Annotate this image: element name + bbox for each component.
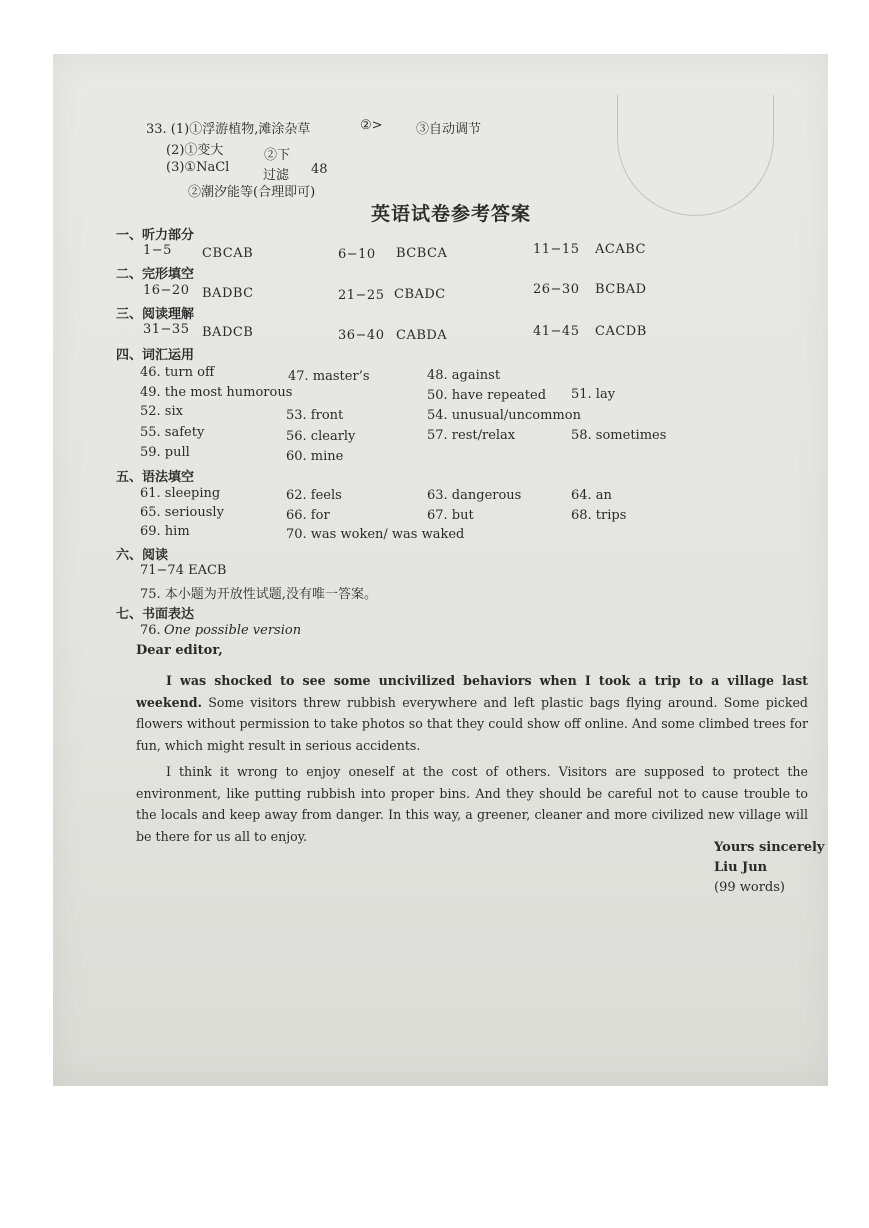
grammar-q68: 68. trips — [571, 508, 627, 523]
vocab-q55: 55. safety — [140, 425, 205, 440]
q33-line1-c: ③自动调节 — [416, 122, 482, 137]
vocab-q53: 53. front — [286, 408, 344, 423]
vocab-q60: 60. mine — [286, 449, 344, 464]
vocab-q48: 48. against — [427, 368, 501, 383]
section-listening-heading: 一、听力部分 — [116, 228, 195, 243]
vocab-q57: 57. rest/relax — [427, 428, 516, 443]
grammar-q63: 63. dangerous — [427, 488, 522, 503]
listening-answer-3: ACABC — [595, 242, 646, 257]
letter-word-count: (99 words) — [714, 880, 785, 895]
cloze-range-2: 21−25 — [338, 288, 385, 303]
reading-range-2: 36−40 — [338, 328, 385, 343]
reading2-q75: 75. 本小题为开放性试题,没有唯一答案。 — [140, 587, 377, 602]
vocab-q46: 46. turn off — [140, 365, 215, 380]
writing-version: One possible version — [164, 623, 302, 638]
grammar-q61: 61. sleeping — [140, 486, 221, 501]
letter-paragraph-1 — [136, 670, 808, 756]
vocab-q50: 50. have repeated — [427, 388, 547, 403]
listening-answer-2: BCBCA — [396, 246, 448, 261]
letter-paragraph-1-body: Some visitors threw rubbish everywhere and left plastic bags flying around. Some picked flowers without permission to take photos so that they could show off online. And some climbed trees for fun, which might result in serious accidents. — [136, 694, 808, 753]
cloze-range-3: 26−30 — [533, 282, 580, 297]
vocab-q51: 51. lay — [571, 387, 616, 402]
grammar-q64: 64. an — [571, 488, 612, 503]
grammar-q65: 65. seriously — [140, 505, 224, 520]
q33-line3: (3)①NaCl — [166, 160, 230, 175]
grammar-q70: 70. was woken/ was waked — [286, 527, 465, 542]
listening-range-3: 11−15 — [533, 242, 580, 257]
q33-line3-b: 过滤 — [263, 168, 290, 183]
listening-range-1: 1−5 — [143, 243, 172, 258]
grammar-q62: 62. feels — [286, 488, 342, 503]
reading-answer-2: CABDA — [396, 328, 448, 343]
grammar-q66: 66. for — [286, 508, 330, 523]
letter-salutation: Dear editor, — [136, 643, 223, 658]
reading-answer-3: CACDB — [595, 324, 647, 339]
q33-line1: 33. (1)①浮游植物,滩涂杂草 — [146, 122, 311, 137]
q33-line4: ②潮汐能等(合理即可) — [188, 185, 316, 200]
reading-answer-1: BADCB — [202, 325, 254, 340]
q33-line3-c: 48 — [311, 162, 328, 177]
section-reading-heading: 三、阅读理解 — [116, 307, 195, 322]
grammar-q69: 69. him — [140, 524, 190, 539]
section-grammar-heading: 五、语法填空 — [116, 470, 195, 485]
letter-paragraph-2: I think it wrong to enjoy oneself at the cost of others. Visitors are supposed to protect the environment, like putting rubbish into proper bins. And they should be careful not to cause trouble to the locals and keep away from danger. In this way, a greener, cleaner and more civilized new village will be there for us all to enjoy. — [136, 764, 808, 844]
cloze-answer-1: BADBC — [202, 286, 254, 301]
letter-signature: Liu Jun — [714, 860, 768, 875]
vocab-q49: 49. the most humorous — [140, 385, 293, 400]
section-vocab-heading: 四、词汇运用 — [116, 348, 195, 363]
vocab-q58: 58. sometimes — [571, 428, 667, 443]
grammar-q67: 67. but — [427, 508, 474, 523]
reading2-q71-74: 71−74 EACB — [140, 563, 227, 578]
cloze-answer-2: CBADC — [394, 287, 446, 302]
vocab-q54: 54. unusual/uncommon — [427, 408, 581, 423]
writing-q76: 76. — [140, 623, 161, 638]
reading-range-1: 31−35 — [143, 322, 190, 337]
letter-closing: Yours sincerely — [714, 840, 825, 855]
q33-line1-b: ②> — [360, 118, 383, 133]
section-writing-heading: 七、书面表达 — [116, 607, 195, 622]
section-reading2-heading: 六、阅读 — [116, 548, 169, 563]
section-cloze-heading: 二、完形填空 — [116, 267, 195, 282]
page-title: 英语试卷参考答案 — [371, 203, 532, 225]
reading-range-3: 41−45 — [533, 324, 580, 339]
letter-paragraph-1-lead: I was shocked to see some uncivilized behaviors when I took a trip to a village last weekend. — [136, 673, 808, 710]
vocab-q52: 52. six — [140, 404, 183, 419]
cloze-answer-3: BCBAD — [595, 282, 647, 297]
listening-answer-1: CBCAB — [202, 246, 254, 261]
vocab-q59: 59. pull — [140, 445, 190, 460]
q33-line2-b: ②下 — [264, 148, 291, 163]
vocab-q56: 56. clearly — [286, 429, 356, 444]
q33-line2: (2)①变大 — [166, 143, 224, 158]
cloze-range-1: 16−20 — [143, 283, 190, 298]
vocab-q47: 47. master’s — [288, 369, 370, 384]
listening-range-2: 6−10 — [338, 247, 376, 262]
